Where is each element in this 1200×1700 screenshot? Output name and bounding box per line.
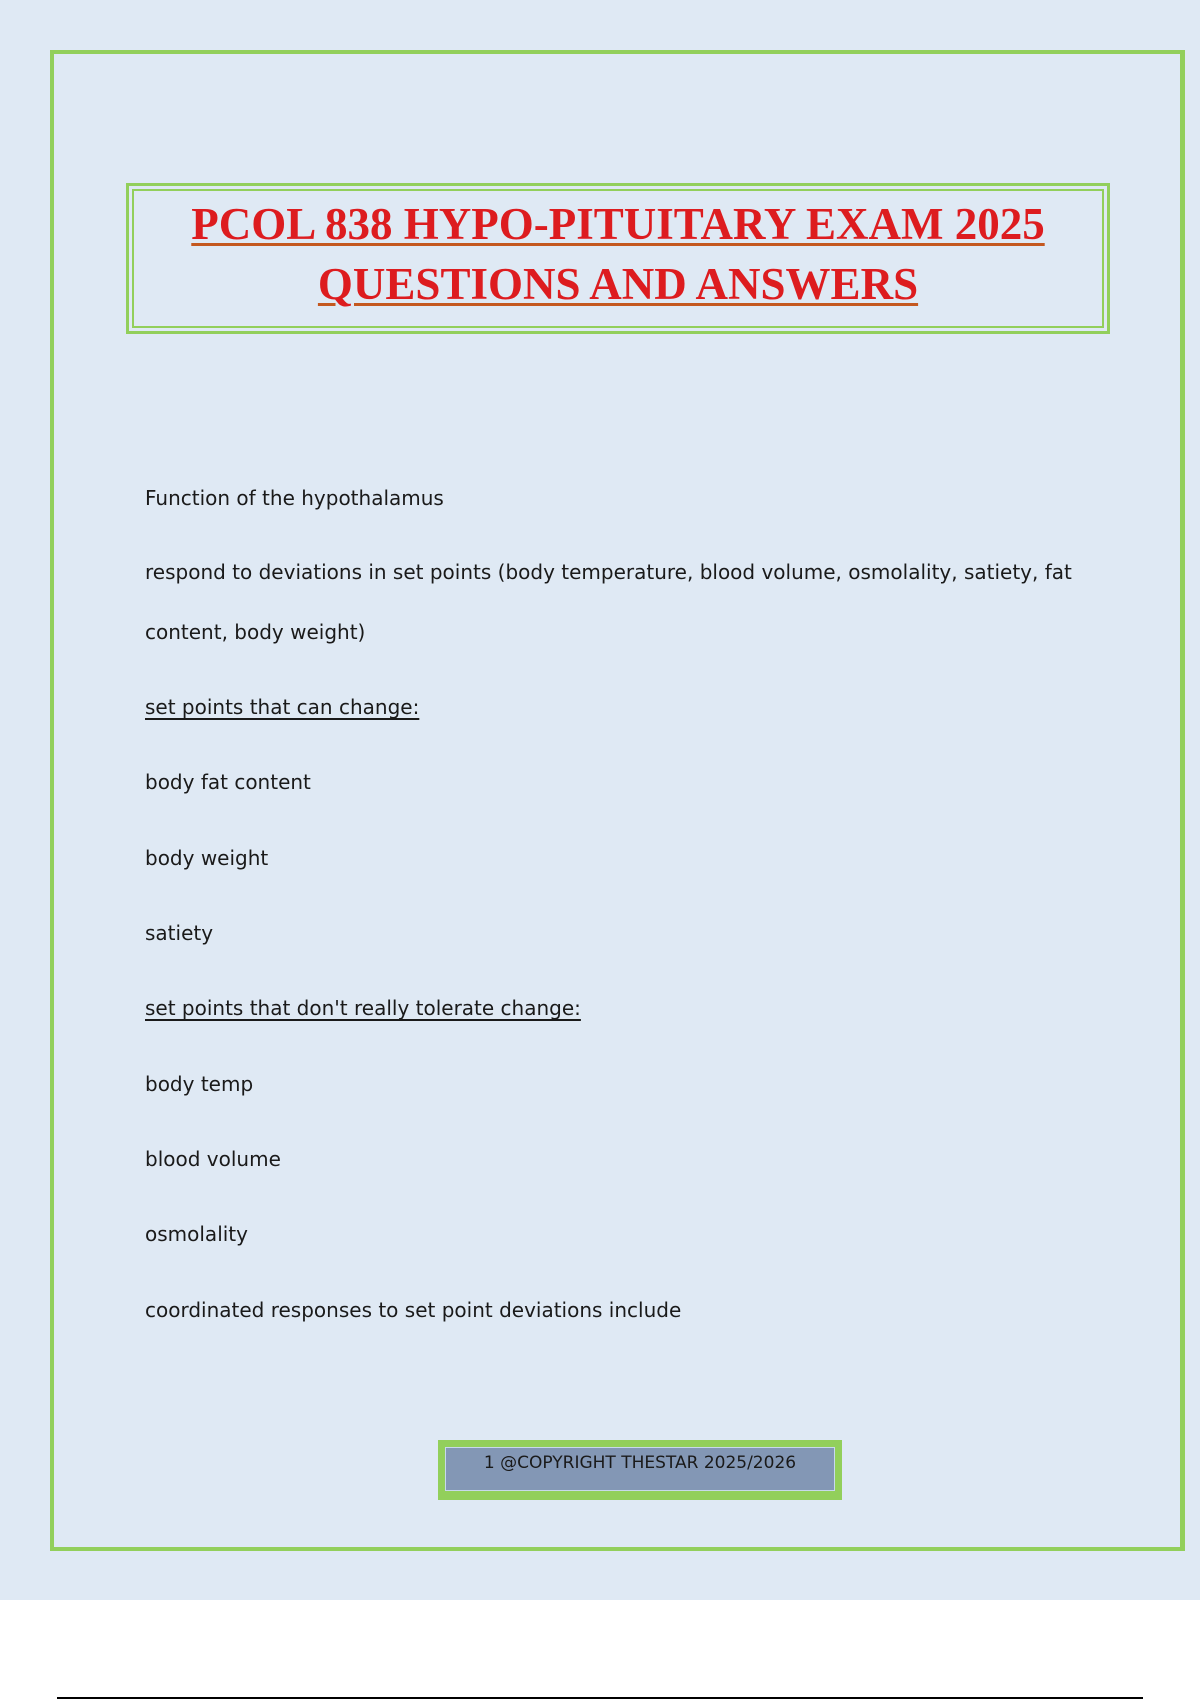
list-item: satiety — [145, 921, 214, 945]
footer-copyright-box — [438, 1440, 842, 1500]
question-heading: coordinated responses to set point deviations include — [145, 1298, 682, 1322]
list-item: body temp — [145, 1072, 254, 1096]
title-box — [126, 183, 1110, 334]
document-title-line-2: QUESTIONS AND ANSWERS — [317, 259, 919, 309]
list-item: blood volume — [145, 1147, 281, 1171]
list-item: osmolality — [145, 1222, 248, 1246]
list-item: body fat content — [145, 770, 311, 794]
question-heading: Function of the hypothalamus — [145, 486, 444, 510]
list-item: body weight — [145, 846, 269, 870]
document-title-line-1: PCOL 838 HYPO-PITUITARY EXAM 2025 — [191, 199, 1045, 249]
subheading-changeable-set-points: set points that can change: — [145, 695, 420, 719]
bottom-divider — [57, 1697, 1143, 1699]
subheading-fixed-set-points: set points that don't really tolerate change: — [145, 996, 581, 1020]
footer-copyright-text: 1 @COPYRIGHT THESTAR 2025/2026 — [445, 1447, 835, 1491]
answer-text-line-1: respond to deviations in set points (body temperature, blood volume, osmolality, satiety, fat — [145, 560, 1072, 584]
answer-text-line-2: content, body weight) — [145, 620, 366, 644]
